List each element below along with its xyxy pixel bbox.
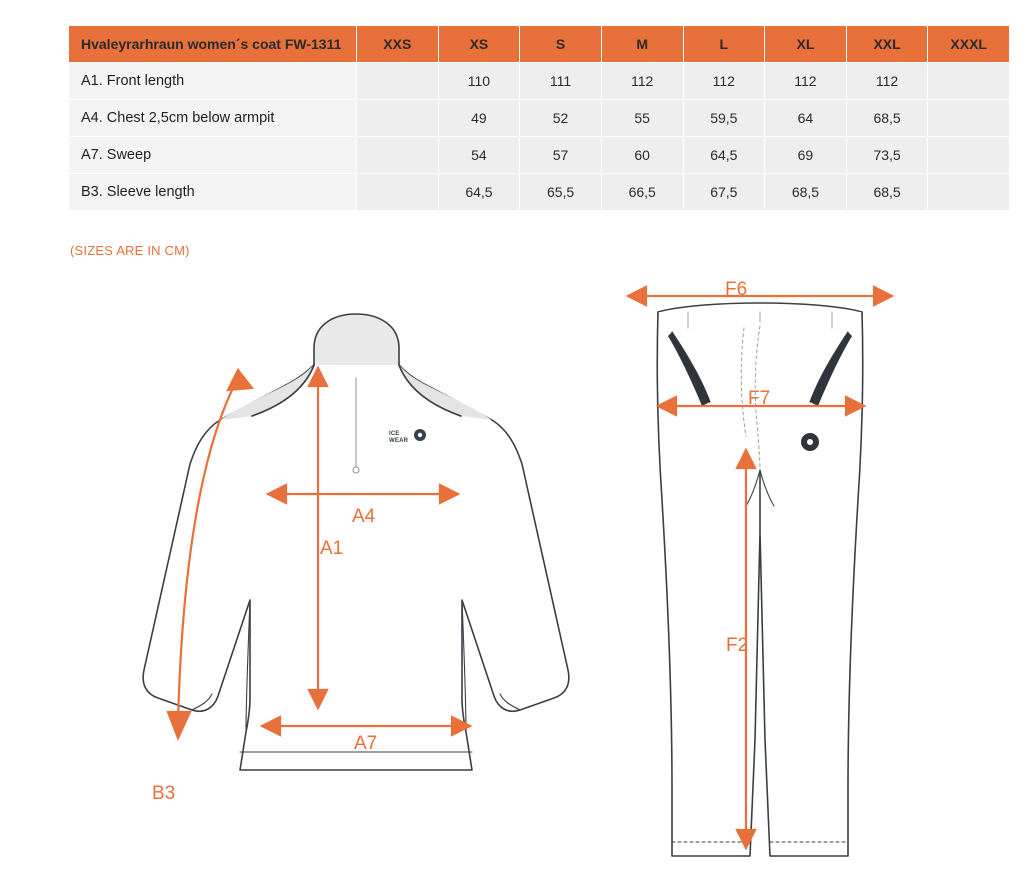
- cell-a1-xl: 112: [765, 63, 847, 100]
- label-a7: A7: [354, 733, 378, 754]
- row-label-a1: A1. Front length: [69, 63, 357, 100]
- cell-b3-xxxl: [928, 174, 1010, 211]
- row-label-b3: B3. Sleeve length: [69, 174, 357, 211]
- cell-a7-l: 64,5: [683, 137, 765, 174]
- row-label-a4: A4. Chest 2,5cm below armpit: [69, 100, 357, 137]
- size-header-m: M: [601, 26, 683, 63]
- cell-a1-xs: 110: [438, 63, 520, 100]
- cell-a1-xxs: [357, 63, 439, 100]
- cell-a4-xxl: 68,5: [846, 100, 928, 137]
- jacket-illustration: [100, 270, 660, 890]
- cell-a7-xxxl: [928, 137, 1010, 174]
- product-name-header: Hvaleyrarhraun women´s coat FW-1311: [69, 26, 357, 63]
- cell-a7-m: 60: [601, 137, 683, 174]
- size-header-xs: XS: [438, 26, 520, 63]
- cell-a7-xxl: 73,5: [846, 137, 928, 174]
- cell-a7-xs: 54: [438, 137, 520, 174]
- label-a4: A4: [352, 506, 376, 527]
- brand-logo-line2: WEAR: [389, 437, 409, 444]
- table-header-row: [69, 26, 1010, 63]
- cell-a4-xl: 64: [765, 100, 847, 137]
- label-f6: F6: [725, 279, 748, 300]
- cell-b3-xs: 64,5: [438, 174, 520, 211]
- label-f2: F2: [726, 635, 749, 656]
- trousers-brand-mark-icon: [801, 433, 819, 451]
- size-header-xxxl: XXXL: [928, 26, 1010, 63]
- cell-b3-s: 65,5: [520, 174, 602, 211]
- cell-b3-m: 66,5: [601, 174, 683, 211]
- arrow-b3-head-bottom: [168, 712, 190, 738]
- cell-a7-xl: 69: [765, 137, 847, 174]
- size-header-l: L: [683, 26, 765, 63]
- label-a1: A1: [320, 538, 344, 559]
- brand-logo-text: [389, 431, 408, 444]
- size-table-body: [69, 63, 1010, 211]
- cell-a4-s: 52: [520, 100, 602, 137]
- cell-a1-xxxl: [928, 63, 1010, 100]
- table-row: [69, 174, 1010, 211]
- size-header-s: S: [520, 26, 602, 63]
- size-header-xl: XL: [765, 26, 847, 63]
- size-table: [68, 25, 1010, 211]
- cell-b3-xxs: [357, 174, 439, 211]
- cell-b3-xxl: 68,5: [846, 174, 928, 211]
- cell-a1-l: 112: [683, 63, 765, 100]
- cell-a4-xs: 49: [438, 100, 520, 137]
- size-table-container: [68, 25, 1010, 211]
- arrow-f6-head-right: [874, 287, 892, 305]
- cell-a7-xxs: [357, 137, 439, 174]
- size-header-xxl: XXL: [846, 26, 928, 63]
- table-row: [69, 100, 1010, 137]
- brand-logo-line1: ICE: [389, 431, 400, 437]
- garment-illustrations: [0, 270, 1032, 890]
- table-row: [69, 137, 1010, 174]
- cell-a4-xxs: [357, 100, 439, 137]
- arrow-f6-head-left: [628, 287, 646, 305]
- arrow-b3-head-top: [228, 370, 252, 390]
- cell-a1-s: 111: [520, 63, 602, 100]
- cell-b3-l: 67,5: [683, 174, 765, 211]
- size-table-header: [69, 26, 1010, 63]
- cell-a1-m: 112: [601, 63, 683, 100]
- label-f7: F7: [748, 388, 771, 409]
- cell-b3-xl: 68,5: [765, 174, 847, 211]
- cell-a4-xxxl: [928, 100, 1010, 137]
- cell-a4-l: 59,5: [683, 100, 765, 137]
- jacket-zipper-pull: [353, 467, 359, 473]
- size-header-xxs: XXS: [357, 26, 439, 63]
- cell-a7-s: 57: [520, 137, 602, 174]
- cell-a1-xxl: 112: [846, 63, 928, 100]
- sizes-unit-note: (SIZES ARE IN CM): [70, 243, 190, 258]
- cell-a4-m: 55: [601, 100, 683, 137]
- row-label-a7: A7. Sweep: [69, 137, 357, 174]
- table-row: [69, 63, 1010, 100]
- label-b3: B3: [152, 783, 176, 804]
- trousers-illustration: [610, 270, 930, 890]
